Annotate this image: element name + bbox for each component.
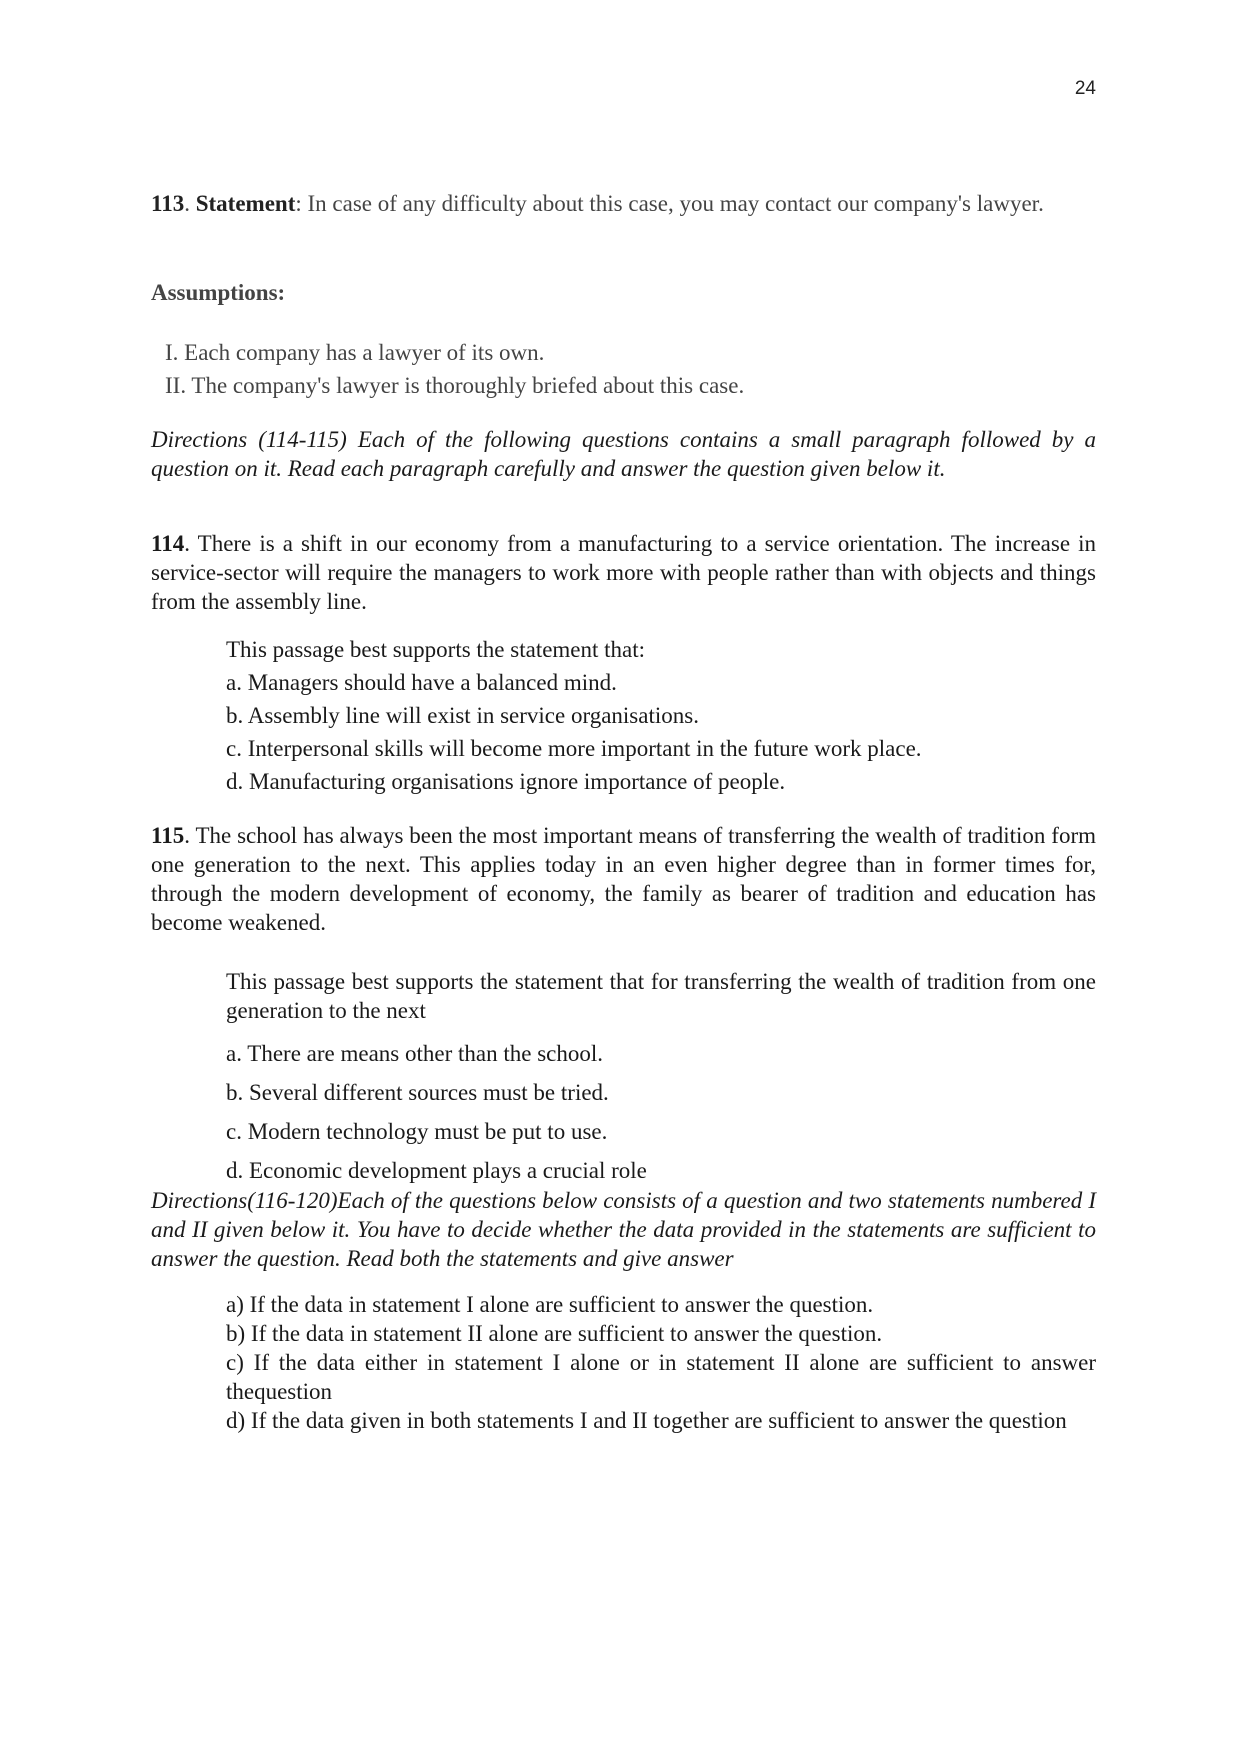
option-item: d. Manufacturing organisations ignore importance of people.	[226, 769, 786, 794]
directions-116-120: Directions(116-120)Each of the questions below consists of a question and two statements numbered I and II given below it. You have to decide whether the data provided in the statements are sufficient to answer the question. Read both the statements and give answer	[151, 1188, 1096, 1271]
directions-114-115: Directions (114-115) Each of the following questions contains a small paragraph followed by a question on it. Read each paragraph carefully and answer the question given below it.	[151, 427, 1096, 481]
option-item: d. Economic development plays a crucial role	[226, 1158, 647, 1183]
option-item: c. Interpersonal skills will become more important in the future work place.	[226, 736, 922, 761]
question-113: 113. Statement: In case of any difficulty about this case, you may contact our company's lawyer.	[151, 191, 1044, 216]
answer-option: c) If the data either in statement I alone or in statement II alone are sufficient to answer thequestion	[226, 1350, 1096, 1404]
option-item: c. Modern technology must be put to use.	[226, 1119, 608, 1144]
option-item: a. Managers should have a balanced mind.	[226, 670, 617, 695]
question-number: 115	[151, 823, 185, 848]
option-item: a. There are means other than the school.	[226, 1041, 604, 1066]
options-prompt: This passage best supports the statement that:	[226, 637, 646, 662]
page-number: 24	[1074, 78, 1096, 99]
question-text: . The school has always been the most important means of transferring the wealth of tradition form one generation to the next. This applies today in an even higher degree than in former times for, through the modern development of economy, the family as bearer of tradition and education has become weakened.	[151, 823, 1096, 935]
question-115-options	[226, 967, 1096, 1190]
option-item: b. Several different sources must be tried.	[226, 1080, 609, 1105]
assumptions-list	[151, 336, 1110, 402]
question-114-options	[226, 633, 1096, 798]
question-number: 113	[151, 191, 185, 216]
option-item: b. Assembly line will exist in service organisations.	[226, 703, 699, 728]
answer-option: d) If the data given in both statements I and II together are sufficient to answer the question	[226, 1408, 1067, 1433]
statement-text: : In case of any difficulty about this case, you may contact our company's lawyer.	[295, 191, 1044, 216]
answer-option: a) If the data in statement I alone are sufficient to answer the question.	[226, 1292, 874, 1317]
assumption-item: I. Each company has a lawyer of its own.	[165, 340, 545, 365]
question-115	[151, 821, 1096, 937]
question-number: 114	[151, 531, 185, 556]
statement-label: Statement	[195, 191, 296, 216]
assumptions-heading: Assumptions:	[151, 280, 286, 305]
answer-option: b) If the data in statement II alone are sufficient to answer the question.	[226, 1321, 883, 1346]
question-text: . There is a shift in our economy from a manufacturing to a service orientation. The increase in service-sector will require the managers to work more with people rather than with objects and things from the assembly line.	[151, 531, 1096, 614]
options-prompt: This passage best supports the statement that for transferring the wealth of tradition from one generation to the next	[226, 969, 1096, 1023]
answer-options	[226, 1290, 1096, 1435]
assumption-item: II. The company's lawyer is thoroughly briefed about this case.	[165, 373, 745, 398]
question-114	[151, 529, 1096, 616]
